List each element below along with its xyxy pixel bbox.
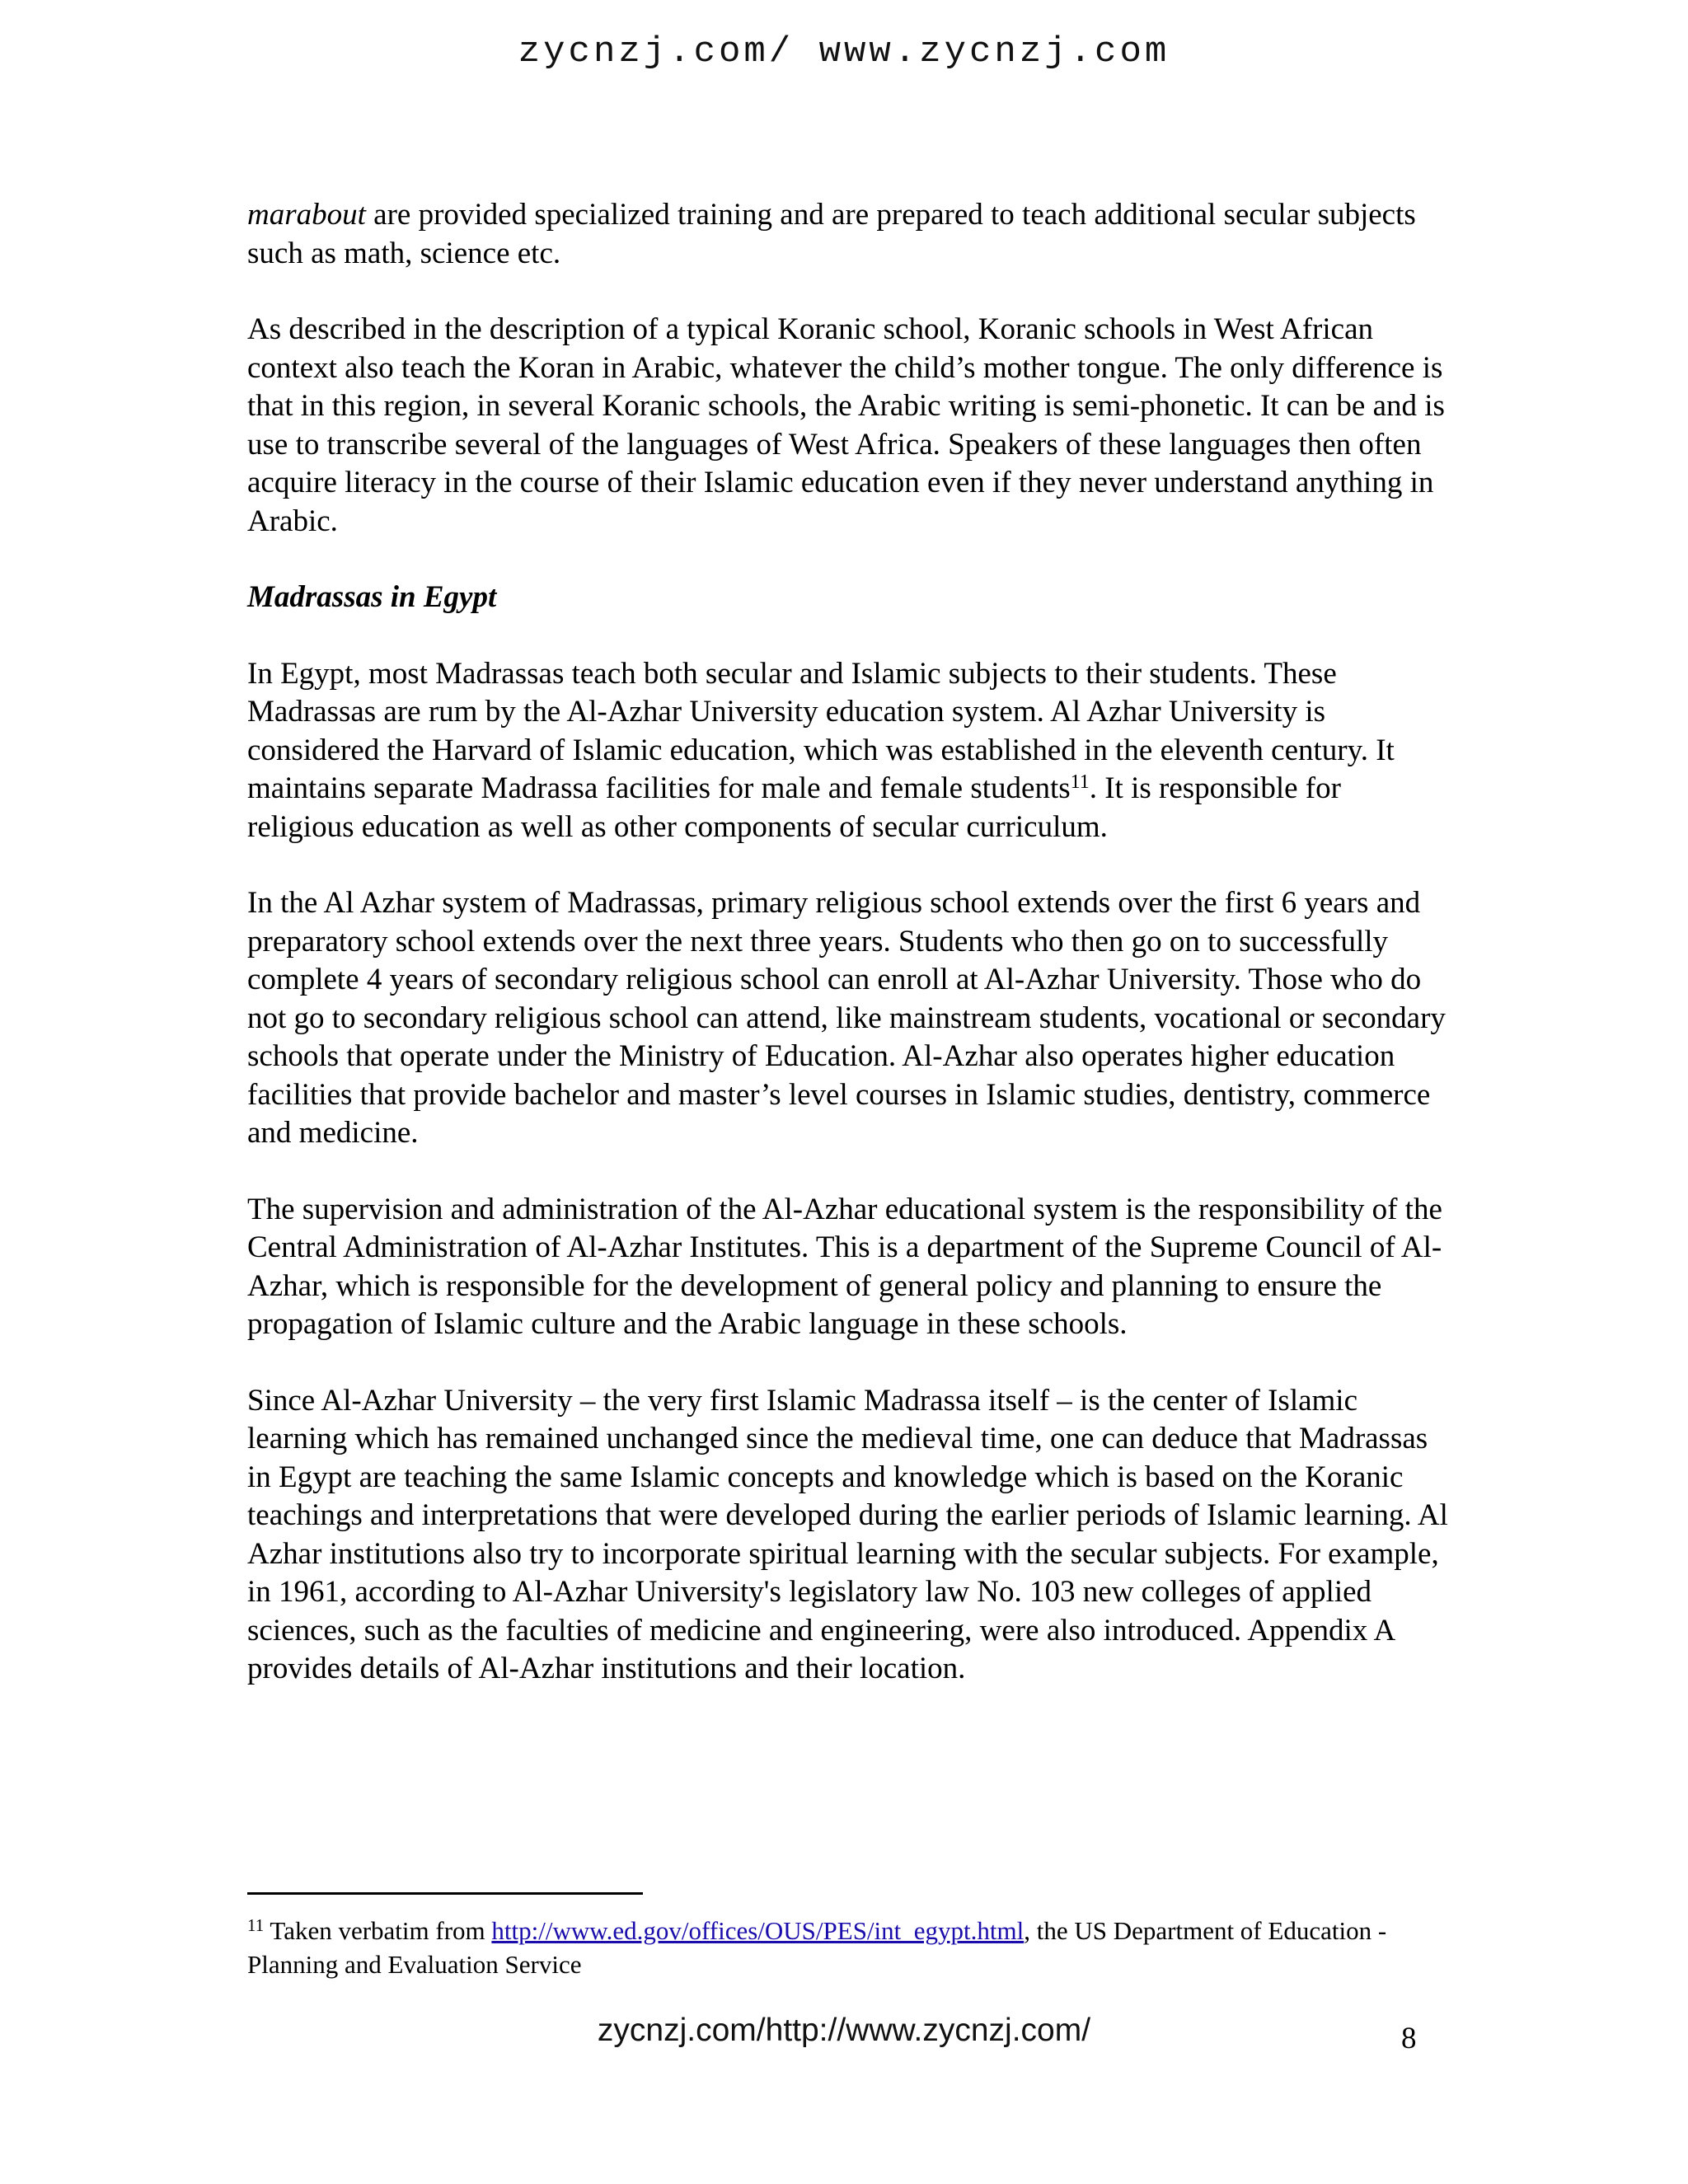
header-watermark: zycnzj.com/ www.zycnzj.com [518, 31, 1170, 73]
paragraph-marabout-text: are provided specialized training and are prepared to teach additional secular subjects such as math, science etc. [247, 198, 1416, 270]
footnote-number: 11 [247, 1915, 265, 1935]
paragraph-al-azhar-system: In the Al Azhar system of Madrassas, primary religious school extends over the first 6 years and preparatory school extends over the next three years. Students who then go on to successfully complete 4 years of secondary religious school can enroll at Al-Azhar University. Those who do not go to secondary religious school can attend, like mainstream students, vocational or secondary schools that operate under the Ministry of Education. Al-Azhar also operates higher education facilities that provide bachelor and master’s level courses in Islamic studies, dentistry, commerce and medicine. [247, 886, 1446, 1150]
document-body [247, 196, 1451, 1727]
paragraph-egypt-madrassas [247, 655, 1451, 847]
footnote-reference[interactable]: 11 [1070, 771, 1090, 793]
page-number: 8 [1401, 2022, 1417, 2055]
footnote-link[interactable]: http://www.ed.gov/offices/OUS/PES/int_egypt.html [491, 1916, 1025, 1945]
paragraph-egypt-text-1: In Egypt, most Madrassas teach both secular and Islamic subjects to their students. These Madrassas are rum by the Al-Azhar University education system. Al Azhar University is considered the Harvard of Islamic education, which was established in the eleventh century. It maintains separate Madrassa facilities for male and female students [247, 656, 1395, 805]
paragraph-egypt-text-2: . It is responsible for religious education as well as other components of secular curriculum. [247, 771, 1341, 844]
footer-watermark: zycnzj.com/http://www.zycnzj.com/ [597, 2013, 1091, 2048]
paragraph-koranic-schools: As described in the description of a typical Koranic school, Koranic schools in West African context also teach the Koran in Arabic, whatever the child’s mother tongue. The only difference is that in this region, in several Koranic schools, the Arabic writing is semi-phonetic. It can be and is use to transcribe several of the languages of West Africa. Speakers of these languages then often acquire literacy in the course of their Islamic education even if they never understand anything in Arabic. [247, 312, 1445, 538]
footnote-divider [247, 1892, 643, 1895]
marabout-term: marabout [247, 198, 366, 232]
footnote-suffix: , the US Department of Education - Planning and Evaluation Service [247, 1916, 1387, 1979]
footnote [247, 1914, 1451, 1981]
section-heading: Madrassas in Egypt [247, 580, 497, 614]
paragraph-supervision: The supervision and administration of the Al-Azhar educational system is the responsibility of the Central Administration of Al-Azhar Institutes. This is a department of the Supreme Council of Al-Azhar, which is responsible for the development of general policy and planning to ensure the propagation of Islamic culture and the Arabic language in these schools. [247, 1192, 1442, 1341]
paragraph-marabout [247, 196, 1451, 273]
footnote-prefix: Taken verbatim from [264, 1916, 492, 1945]
paragraph-al-azhar-university: Since Al-Azhar University – the very first Islamic Madrassa itself – is the center of Islamic learning which has remained unchanged since the medieval time, one can deduce that Madrassas in Egypt are teaching the same Islamic concepts and knowledge which is based on the Koranic teachings and interpretations that were developed during the earlier periods of Islamic learning. Al Azhar institutions also try to incorporate spiritual learning with the secular subjects. For example, in 1961, according to Al-Azhar University's legislatory law No. 103 new colleges of applied sciences, such as the faculties of medicine and engineering, were also introduced. Appendix A provides details of Al-Azhar institutions and their location. [247, 1383, 1448, 1685]
